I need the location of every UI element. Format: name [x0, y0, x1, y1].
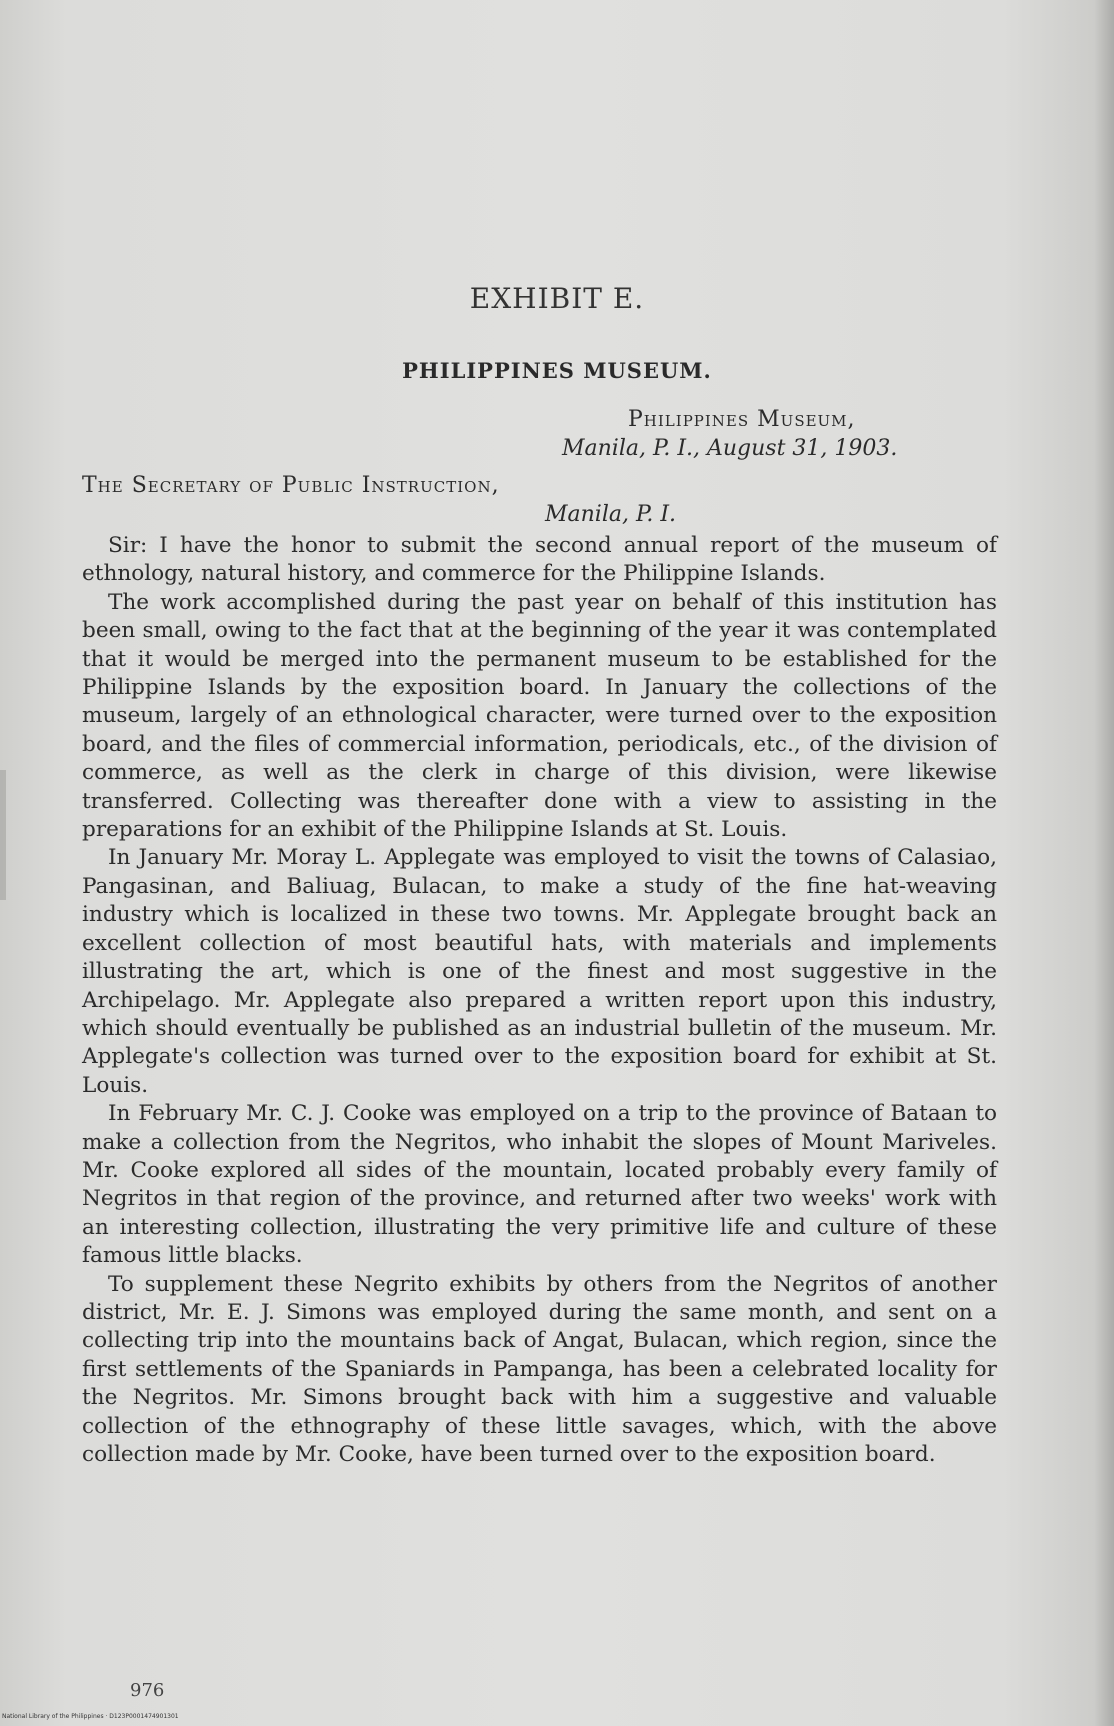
letterhead-date: Manila, P. I., August 31, 1903. [562, 436, 898, 461]
footer-credit: National Library of the Philippines · D123P0001474901301 [2, 1713, 179, 1720]
margin-mark [0, 770, 6, 900]
paragraph-applegate: In January Mr. Moray L. Applegate was employed to visit the towns of Calasiao, Pangasinan, and Baliuag, Bulacan, to make a study of the fine hat-weaving industry which is localized in these two towns. Mr. Applegate brought back an excellent collection of most beautiful hats, with materials and implements illustrating the art, which is one of the finest and most suggestive in the Archipelago. Mr. Applegate also prepared a written report upon this industry, which should eventually be published as an industrial bulletin of the museum. Mr. Applegate's collection was turned over to the exposition board for exhibit at St. Louis. [82, 845, 997, 1098]
exhibit-title: EXHIBIT E. [469, 282, 645, 315]
addressee-name: The Secretary of Public Instruction, [82, 473, 500, 498]
letter-body [82, 532, 997, 1469]
letterhead-from: Philippines Museum, [628, 407, 856, 432]
museum-title: PHILIPPINES MUSEUM. [402, 358, 712, 383]
paragraph-cooke: In February Mr. C. J. Cooke was employed on a trip to the province of Bataan to make a collection from the Negritos, who inhabit the slopes of Mount Mariveles. Mr. Cooke explored all sides of the mountain, located probably every family of Negritos in that region of the province, and returned after two weeks' work with an interesting collection, illustrating the very primitive life and culture of these famous little blacks. [82, 1101, 997, 1269]
paragraph-work-accomplished: The work accomplished during the past year on behalf of this institution has been small, owing to the fact that at the beginning of the year it was contemplated that it would be merged into the permanent museum to be established for the Philippine Islands by the exposition board. In January the collections of the museum, largely of an ethnological character, were turned over to the exposition board, and the files of commercial information, periodicals, etc., of the division of commerce, as well as the clerk in charge of this division, were likewise transferred. Collecting was thereafter done with a view to assisting in the preparations for an exhibit of the Philippine Islands at St. Louis. [82, 589, 997, 843]
paragraph-simons: To supplement these Negrito exhibits by others from the Negritos of another district, Mr. E. J. Simons was employed during the same month, and sent on a collecting trip into the mountains back of Angat, Bulacan, which region, since the first settlements of the Spaniards in Pampanga, has been a celebrated locality for the Negritos. Mr. Simons brought back with him a suggestive and valuable collection of the ethnography of these little savages, which, with the above collection made by Mr. Cooke, have been turned over to the exposition board. [82, 1271, 997, 1467]
page-number: 976 [130, 1680, 165, 1701]
paragraph-salutation: Sir: I have the honor to submit the second annual report of the museum of ethnology, natural history, and commerce for the Philippine Islands. [82, 533, 997, 587]
addressee-place: Manila, P. I. [545, 502, 677, 527]
spine-shadow [1094, 0, 1114, 1726]
